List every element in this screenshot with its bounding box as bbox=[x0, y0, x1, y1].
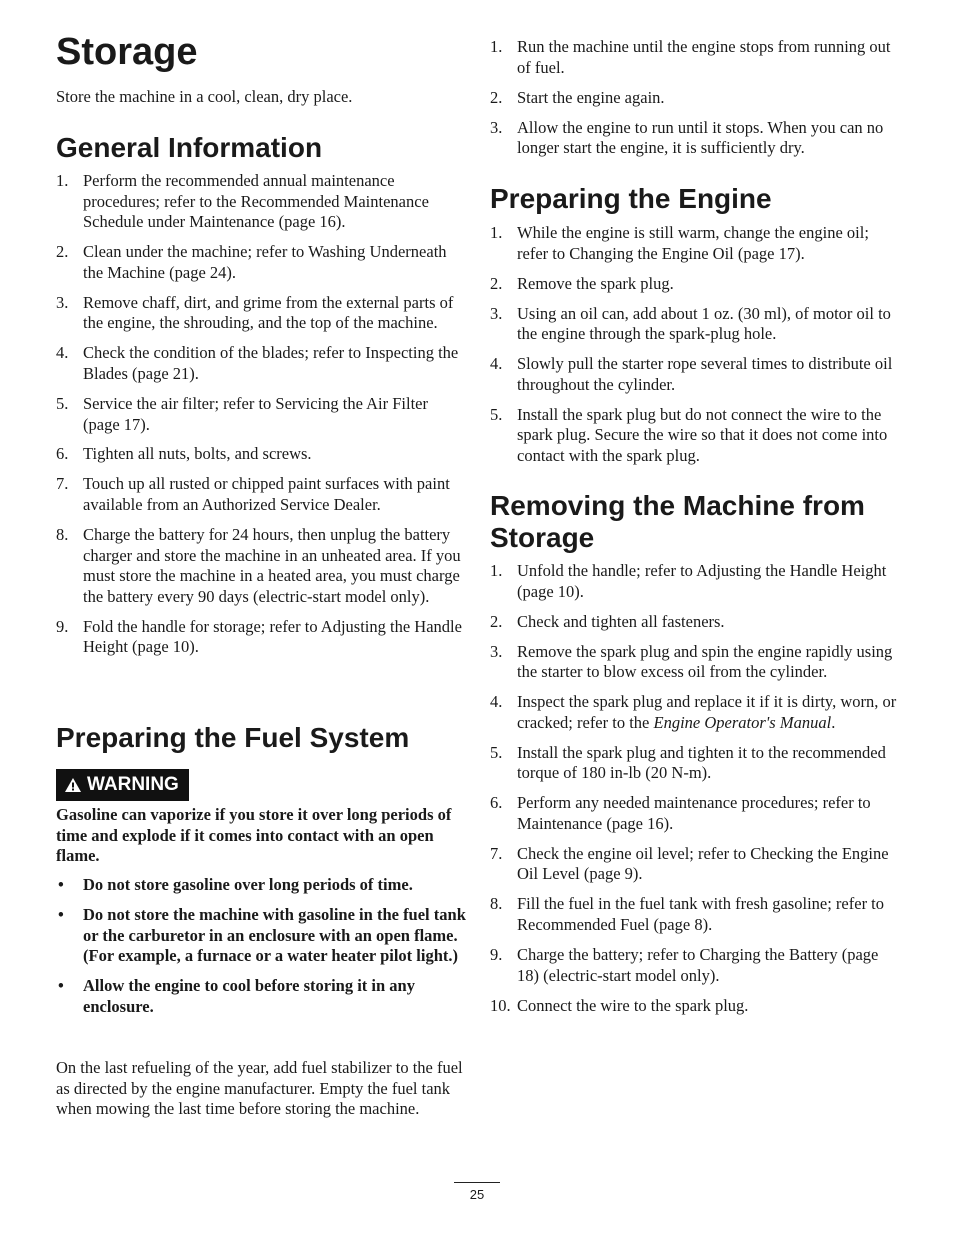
manual-reference: Engine Operator's Manual bbox=[653, 712, 832, 732]
page-number: 25 bbox=[469, 1187, 485, 1202]
list-item: 4. Slowly pull the starter rope several times to distribute oil throughout the cylinder. bbox=[490, 354, 893, 394]
list-item: 3. Allow the engine to run until it stops. When you can no longer start the engine, it is sufficiently dry. bbox=[490, 117, 884, 158]
list-item: 5. Install the spark plug and tighten it to the recommended torque of 180 in-lb (20 N-m). bbox=[490, 742, 886, 783]
list-item: 8. Fill the fuel in the fuel tank with fresh gasoline; refer to Recommended Fuel (page 8). bbox=[490, 894, 885, 935]
list-item: 2. Remove the spark plug. bbox=[490, 273, 674, 293]
list-item: 3. Remove the spark plug and spin the engine rapidly using the starter to blow excess oil from the cylinder. bbox=[490, 641, 893, 682]
list-item: • Allow the engine to cool before storing it in any enclosure. bbox=[56, 976, 468, 1017]
fuel-steps-list bbox=[490, 37, 902, 168]
list-item: 1. Unfold the handle; refer to Adjusting the Handle Height (page 10). bbox=[490, 561, 887, 601]
engine-heading: Preparing the Engine bbox=[490, 183, 772, 214]
removing-heading: Removing the Machine from Storage bbox=[490, 490, 865, 553]
intro-text: Store the machine in a cool, clean, dry place. bbox=[56, 87, 353, 106]
list-item: 9. Charge the battery; refer to Charging the Battery (page 18) (electric-start model only). bbox=[490, 945, 879, 985]
warning-text: Gasoline can vaporize if you store it over long periods of time and explode if it comes into contact with an open flame. bbox=[56, 805, 452, 866]
list-item: 10. Connect the wire to the spark plug. bbox=[490, 995, 749, 1015]
footer-divider bbox=[454, 1182, 500, 1183]
warning-label: WARNING bbox=[87, 774, 179, 795]
page-title: Storage bbox=[56, 31, 198, 73]
removing-list bbox=[490, 561, 902, 1026]
list-item: 8. Charge the battery for 24 hours, then unplug the battery charger and store the machine in an unheated area. If you must store the machine in a heated area, you must charge the battery every 90 days (electric-start model only). bbox=[56, 525, 461, 606]
list-item: 9. Fold the handle for storage; refer to Adjusting the Handle Height (page 10). bbox=[56, 616, 462, 657]
engine-list bbox=[490, 223, 902, 476]
list-item: 7. Check the engine oil level; refer to Checking the Engine Oil Level (page 9). bbox=[490, 843, 889, 884]
fuel-system-heading: Preparing the Fuel System bbox=[56, 722, 410, 753]
warning-badge bbox=[56, 769, 189, 801]
list-item: 6. Tighten all nuts, bolts, and screws. bbox=[56, 444, 312, 464]
general-info-list bbox=[56, 171, 468, 667]
list-item: 1. Perform the recommended annual maintenance procedures; refer to the Recommended Maintenance Schedule under Maintenance (page 16). bbox=[56, 171, 429, 232]
list-item: 1. While the engine is still warm, change the engine oil; refer to Changing the Engine Oil (page 17). bbox=[490, 223, 869, 263]
list-item: 4. Inspect the spark plug and replace it if it is dirty, worn, or cracked; refer to the Engine Operator's Manual. bbox=[490, 692, 897, 732]
list-item: 5. Service the air filter; refer to Servicing the Air Filter (page 17). bbox=[56, 393, 429, 434]
list-item: • Do not store gasoline over long periods of time. bbox=[56, 875, 468, 896]
list-item: 3. Remove chaff, dirt, and grime from the external parts of the engine, the shrouding, and the top of the machine. bbox=[56, 292, 454, 333]
list-item: 2. Clean under the machine; refer to Washing Underneath the Machine (page 24). bbox=[56, 242, 447, 282]
list-item: 2. Start the engine again. bbox=[490, 87, 665, 107]
warning-bullets bbox=[56, 875, 468, 1027]
general-info-heading: General Information bbox=[56, 132, 323, 163]
list-item: 1. Run the machine until the engine stops from running out of fuel. bbox=[490, 37, 891, 77]
list-item: 2. Check and tighten all fasteners. bbox=[490, 611, 725, 631]
list-item: 3. Using an oil can, add about 1 oz. (30 ml), of motor oil to the engine through the spark-plug hole. bbox=[490, 303, 891, 344]
list-item: 6. Perform any needed maintenance procedures; refer to Maintenance (page 16). bbox=[490, 793, 871, 833]
list-item: • Do not store the machine with gasoline in the fuel tank or the carburetor in an enclosure with an open flame. (For example, a furnace or a water heater pilot light.) bbox=[56, 905, 468, 967]
fuel-paragraph: On the last refueling of the year, add fuel stabilizer to the fuel as directed by the engine manufacturer. Empty the fuel tank when mowing the last time before storing the machine. bbox=[56, 1058, 463, 1119]
list-item: 4. Check the condition of the blades; refer to Inspecting the Blades (page 21). bbox=[56, 343, 459, 383]
list-item: 7. Touch up all rusted or chipped paint surfaces with paint available from an Authorized Service Dealer. bbox=[56, 474, 450, 515]
list-item: 5. Install the spark plug but do not connect the wire to the spark plug. Secure the wire so that it does not come into contact with the spark plug. bbox=[490, 404, 888, 465]
warning-triangle-icon bbox=[64, 777, 82, 793]
